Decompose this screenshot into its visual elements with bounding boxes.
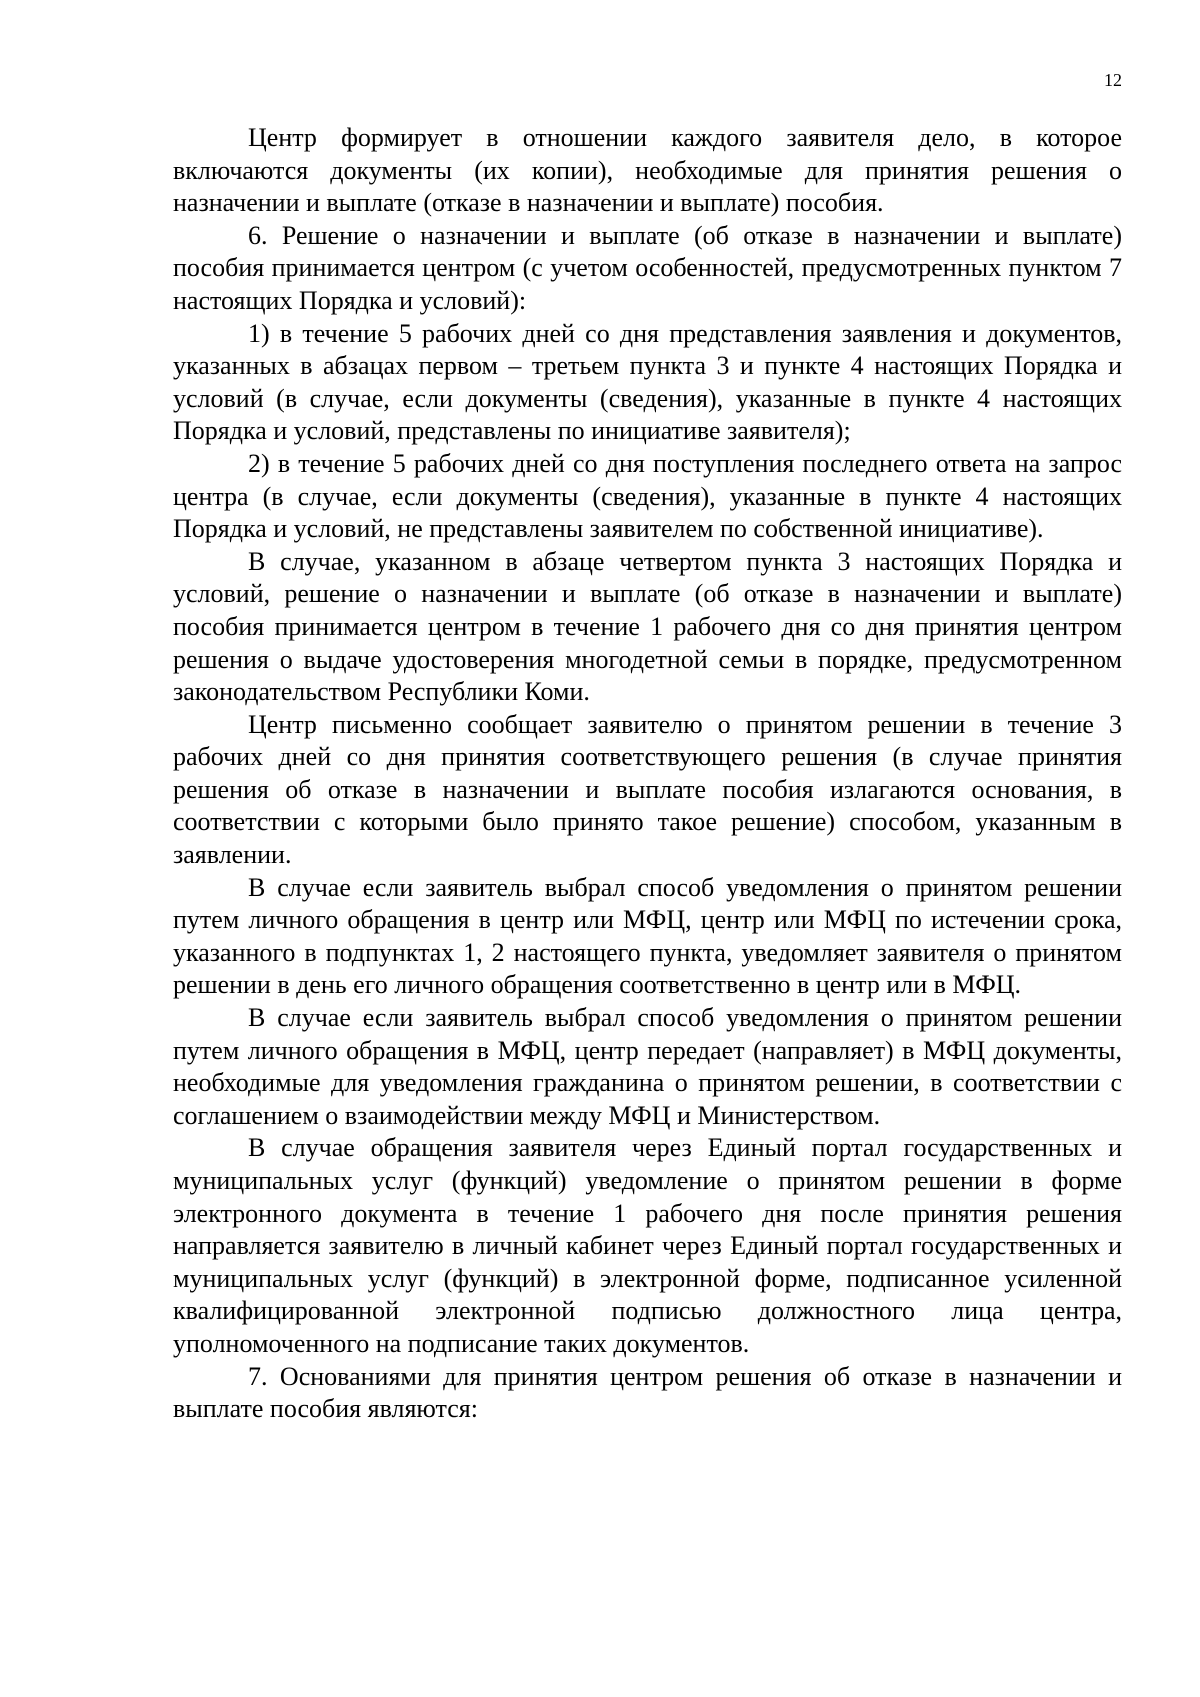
paragraph-item-7: 7. Основаниями для принятия центром решения об отказе в назначении и выплате пособия являются:: [173, 1361, 1122, 1424]
paragraph-subitem-2: 2) в течение 5 рабочих дней со дня поступления последнего ответа на запрос центра (в случае, если документы (сведения), указанные в пункте 4 настоящих Порядка и условий, не представлены заявителем по собственной инициативе).: [173, 448, 1122, 544]
paragraph-portal-notice: В случае обращения заявителя через Единый портал государственных и муниципальных услуг (функций) уведомление о принятом решении в форме электронного документа в течение 1 рабочего дня после принятия решения направляется заявителю в личный кабинет через Единый портал государственных и муниципальных услуг (функций) в электронной форме, подписанное усиленной квалифицированной электронной подписью должностного лица центра, уполномоченного на подписание таких документов.: [173, 1133, 1122, 1358]
paragraph-personal-visit-notice: В случае если заявитель выбрал способ уведомления о принятом решении путем личного обращения в центр или МФЦ, центр или МФЦ по истечении срока, указанного в подпунктах 1, 2 настоящего пункта, уведомляет заявителя о принятом решении в день его личного обращения соответственно в центр или в МФЦ.: [173, 872, 1122, 1000]
document-body: [173, 122, 1122, 1426]
paragraph-mfc-transfer: В случае если заявитель выбрал способ уведомления о принятом решении путем личного обращения в МФЦ, центр передает (направляет) в МФЦ документы, необходимые для уведомления гражданина о принятом решении, в соответствии с соглашением о взаимодействии между МФЦ и Министерством.: [173, 1003, 1122, 1130]
paragraph-subitem-1: 1) в течение 5 рабочих дней со дня представления заявления и документов, указанных в абзацах первом – третьем пункта 3 и пункте 4 настоящих Порядка и условий (в случае, если документы (сведения), указанные в пункте 4 настоящих Порядка и условий, представлены по инициативе заявителя);: [173, 318, 1122, 446]
page-number: 12: [1104, 70, 1122, 90]
paragraph-item-6: 6. Решение о назначении и выплате (об отказе в назначении и выплате) пособия принимается центром (с учетом особенностей, предусмотренных пунктом 7 настоящих Порядка и условий):: [173, 220, 1122, 315]
paragraph-large-family-case: В случае, указанном в абзаце четвертом пункта 3 настоящих Порядка и условий, решение о назначении и выплате (об отказе в назначении и выплате) пособия принимается центром в течение 1 рабочего дня со дня принятия центром решения о выдаче удостоверения многодетной семьи в порядке, предусмотренном законодательством Республики Коми.: [173, 546, 1122, 707]
paragraph-case-file: Центр формирует в отношении каждого заявителя дело, в которое включаются документы (их копии), необходимые для принятия решения о назначении и выплате (отказе в назначении и выплате) пособия.: [173, 123, 1122, 218]
paragraph-written-notice: Центр письменно сообщает заявителю о принятом решении в течение 3 рабочих дней со дня принятия соответствующего решения (в случае принятия решения об отказе в назначении и выплате пособия излагаются основания, в соответствии с которыми было принято такое решение) способом, указанным в заявлении.: [173, 709, 1122, 870]
